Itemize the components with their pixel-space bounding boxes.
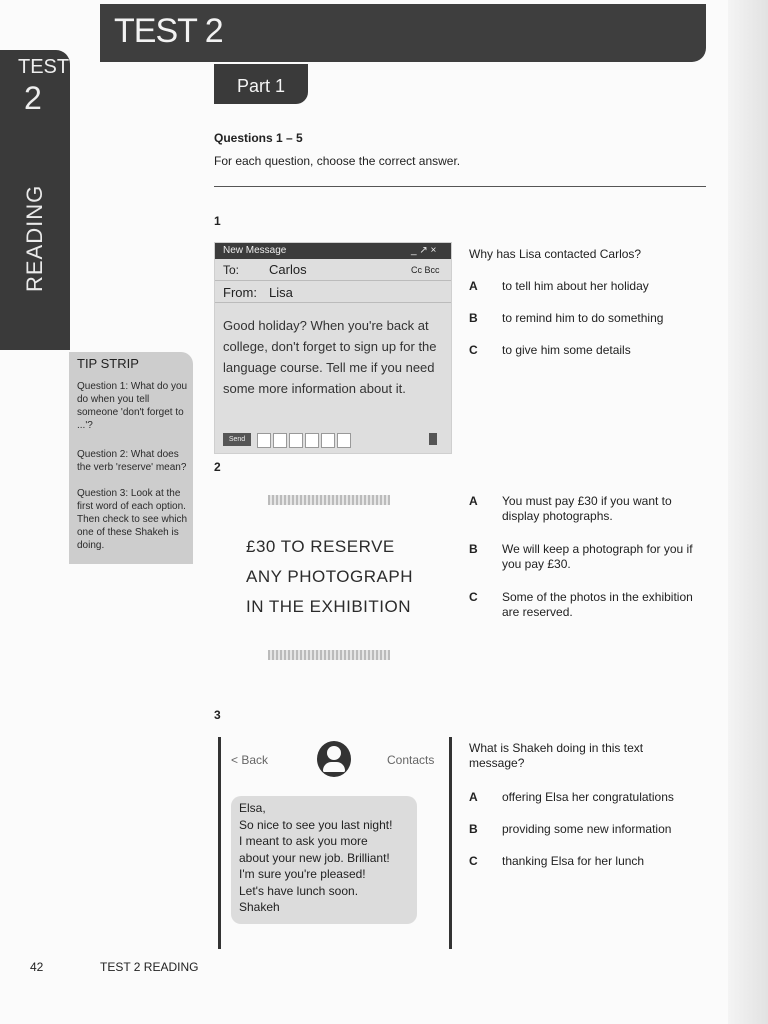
page-edge-shadow bbox=[728, 0, 768, 1024]
option-letter: C bbox=[469, 590, 478, 604]
phone-mockup bbox=[218, 737, 452, 949]
from-label: From: bbox=[223, 285, 257, 300]
sign-text bbox=[246, 532, 413, 622]
sign-border-top bbox=[268, 495, 390, 505]
toolbar-square-icon bbox=[257, 433, 271, 448]
sign-line: £30 TO RESERVE bbox=[246, 537, 395, 556]
toolbar-square-icon bbox=[305, 433, 319, 448]
to-value: Carlos bbox=[269, 262, 307, 277]
side-section-label: READING bbox=[22, 184, 47, 292]
avatar-icon bbox=[317, 741, 351, 777]
sms-line: Let's have lunch soon. bbox=[239, 883, 359, 898]
sign-border-bottom bbox=[268, 650, 390, 660]
question-number-3: 3 bbox=[214, 708, 221, 722]
sms-text bbox=[239, 800, 392, 916]
option-text: Some of the photos in the exhibition are reserved. bbox=[502, 590, 693, 619]
email-title-bar bbox=[215, 243, 451, 259]
trash-icon bbox=[429, 433, 437, 445]
sms-line: So nice to see you last night! bbox=[239, 817, 393, 832]
instruction-text: For each question, choose the correct answer. bbox=[214, 154, 461, 168]
option-text: offering Elsa her congratulations bbox=[502, 790, 674, 804]
sms-line: Shakeh bbox=[239, 900, 280, 914]
question-3-text: What is Shakeh doing in this text message? bbox=[469, 741, 644, 770]
side-test-number: 2 bbox=[24, 80, 42, 116]
toolbar-square-icon bbox=[289, 433, 303, 448]
option-text: to tell him about her holiday bbox=[502, 279, 649, 293]
cc-bcc: Cc Bcc bbox=[411, 265, 440, 275]
toolbar-square-icon bbox=[273, 433, 287, 448]
tip-item: Question 3: Look at the first word of each option. Then check to see which one of these Shakeh is doing. bbox=[77, 488, 188, 551]
exhibition-sign bbox=[240, 490, 430, 660]
sign-line: IN THE EXHIBITION bbox=[246, 597, 411, 616]
contacts-link: Contacts bbox=[387, 753, 435, 767]
sms-line: I'm sure you're pleased! bbox=[239, 867, 366, 881]
sms-line: Elsa, bbox=[239, 801, 266, 815]
avatar-head-icon bbox=[327, 746, 341, 760]
option-letter: B bbox=[469, 822, 478, 836]
option-text: providing some new information bbox=[502, 822, 672, 836]
from-value: Lisa bbox=[269, 285, 293, 300]
option-text: You must pay £30 if you want to display photographs. bbox=[502, 494, 672, 523]
email-body: Good holiday? When you're back at college, don't forget to sign up for the language course. Tell me if you need some more information about it. bbox=[223, 318, 437, 396]
option-text: thanking Elsa for her lunch bbox=[502, 854, 645, 868]
option-text: We will keep a photograph for you if you pay £30. bbox=[502, 542, 693, 571]
divider bbox=[214, 186, 706, 187]
option-letter: A bbox=[469, 790, 478, 804]
question-1-text: Why has Lisa contacted Carlos? bbox=[469, 247, 642, 261]
side-test-label: TEST bbox=[18, 56, 70, 78]
footer-label: TEST 2 READING bbox=[100, 960, 199, 974]
to-label: To: bbox=[223, 263, 240, 277]
tip-item: Question 2: What does the verb 'reserve' mean? bbox=[77, 449, 187, 473]
toolbar-square-icon bbox=[321, 433, 335, 448]
tip-strip-title: TIP STRIP bbox=[77, 356, 139, 371]
page-number: 42 bbox=[30, 960, 44, 974]
option-letter: B bbox=[469, 311, 478, 325]
option-letter: C bbox=[469, 854, 478, 868]
question-number-1: 1 bbox=[214, 214, 221, 228]
option-letter: A bbox=[469, 494, 478, 508]
option-letter: B bbox=[469, 542, 478, 556]
option-letter: C bbox=[469, 343, 478, 357]
option-text: to remind him to do something bbox=[502, 311, 664, 325]
test-header bbox=[100, 4, 706, 62]
sign-line: ANY PHOTOGRAPH bbox=[246, 567, 413, 586]
option-text: to give him some details bbox=[502, 343, 631, 357]
part-label: Part 1 bbox=[214, 64, 308, 104]
toolbar-square-icon bbox=[337, 433, 351, 448]
question-number-2: 2 bbox=[214, 460, 221, 474]
email-from-row bbox=[215, 282, 451, 303]
sms-line: about your new job. Brilliant! bbox=[239, 850, 390, 865]
send-button: Send bbox=[223, 433, 251, 446]
questions-heading: Questions 1 – 5 bbox=[214, 131, 303, 145]
tip-strip bbox=[69, 352, 193, 564]
tip-item: Question 1: What do you do when you tell someone 'don't forget to ...'? bbox=[77, 381, 188, 431]
avatar-body-icon bbox=[323, 762, 345, 772]
sms-bubble bbox=[231, 796, 417, 924]
email-title: New Message bbox=[223, 245, 287, 256]
email-mockup bbox=[214, 242, 452, 454]
sms-line: I meant to ask you more bbox=[239, 834, 368, 848]
email-to-row bbox=[215, 260, 451, 281]
test-title: TEST 2 bbox=[114, 12, 223, 50]
option-letter: A bbox=[469, 279, 478, 293]
back-button: < Back bbox=[231, 753, 269, 767]
window-controls-icon: _ ↗ × bbox=[411, 245, 437, 256]
